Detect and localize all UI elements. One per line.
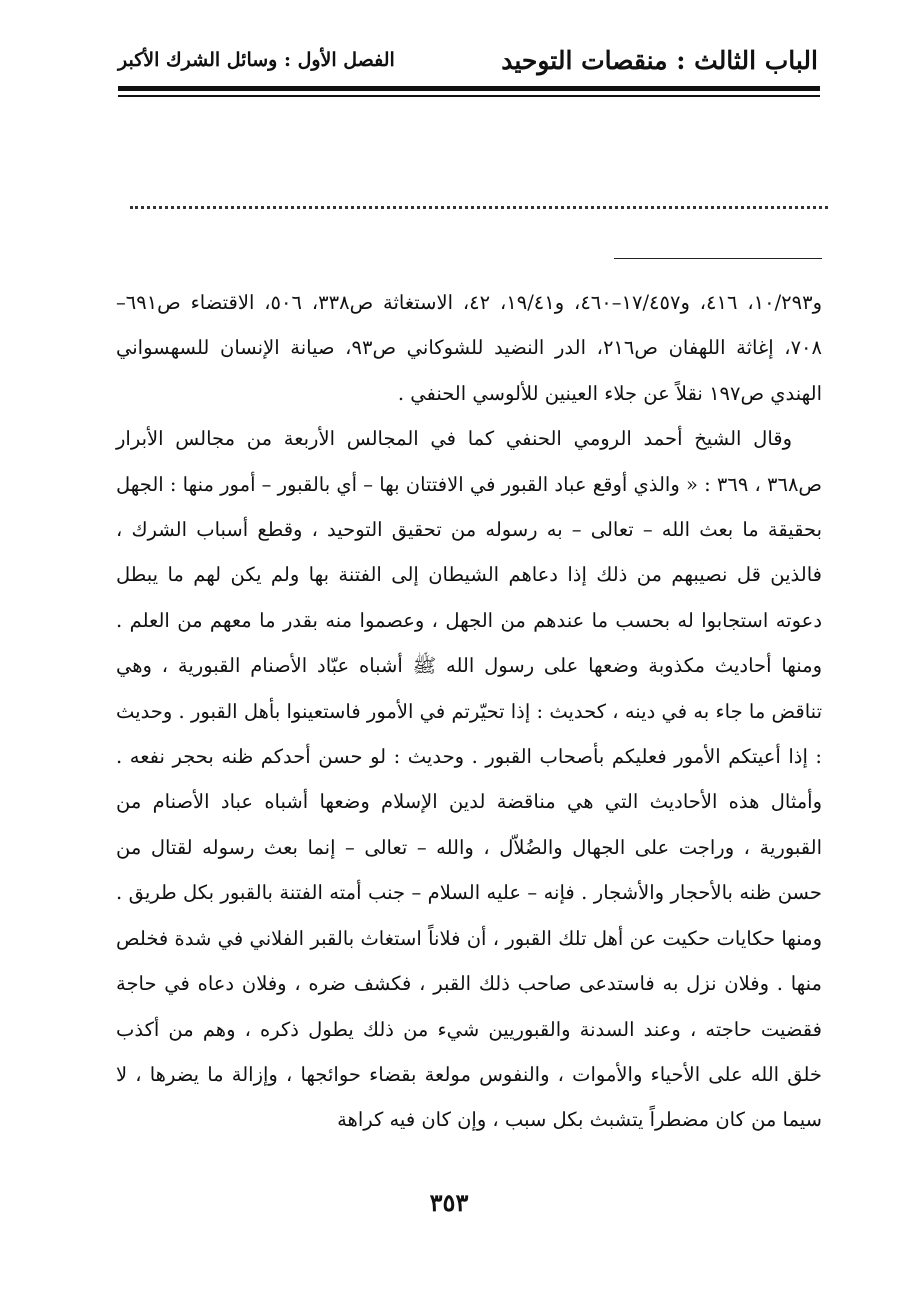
body-text <box>116 280 822 1143</box>
page-number: ٣٥٣ <box>429 1188 469 1217</box>
header-rule-thin <box>118 95 820 97</box>
section-title: الفصل الأول : وسائل الشرك الأكبر <box>118 49 395 71</box>
dotted-separator <box>130 206 828 209</box>
footnote-rule <box>614 258 822 259</box>
footnote-references-paragraph: و١٠/٢٩٣، ٤١٦، و١٧/٤٥٧–٤٦٠، و١٩/٤١، ٤٢، الاستغاثة ص٣٣٨، ٥٠٦، الاقتضاء ص٦٩١–٧٠٨، إغاثة اللهفان ص٢١٦، الدر النضيد للشوكاني ص٩٣، صيانة الإنسان للسهسواني الهندي ص١٩٧ نقلاً عن جلاء العينين للألوسي الحنفي . <box>116 291 822 405</box>
running-header <box>118 36 818 84</box>
quoted-text-paragraph: وقال الشيخ أحمد الرومي الحنفي كما في المجالس الأربعة من مجالس الأبرار ص٣٦٨ ، ٣٦٩ : « والذي أوقع عباد القبور في الافتتان بها – أي بالقبور – أمور منها : الجهل بحقيقة ما بعث الله – تعالى – به رسوله من تحقيق التوحيد ، وقطع أسباب الشرك ، فالذين قل نصيبهم من ذلك إذا دعاهم الشيطان إلى الفتنة بها ولم يكن لهم ما يبطل دعوته استجابوا له بحسب ما عندهم من الجهل ، وعصموا منه بقدر ما معهم من العلم . ومنها أحاديث مكذوبة وضعها على رسول الله ﷺ أشباه عبّاد الأصنام القبورية ، وهي تناقض ما جاء به في دينه ، كحديث : إذا تحيّرتم في الأمور فاستعينوا بأهل القبور . وحديث : إذا أعيتكم الأمور فعليكم بأصحاب القبور . وحديث : لو حسن أحدكم ظنه بحجر نفعه . وأمثال هذه الأحاديث التي هي مناقضة لدين الإسلام وضعها أشباه عباد الأصنام من القبورية ، وراجت على الجهال والضُلاّل ، والله – تعالى – إنما بعث رسوله لقتال من حسن ظنه بالأحجار والأشجار . فإنه – عليه السلام – جنب أمته الفتنة بالقبور بكل طريق . ومنها حكايات حكيت عن أهل تلك القبور ، أن فلاناً استغاث بالقبر الفلاني في شدة فخلص منها . وفلان نزل به فاستدعى صاحب ذلك القبر ، فكشف ضره ، وفلان دعاه في حاجة فقضيت حاجته ، وعند السدنة والقبوريين شيء من ذلك يطول ذكره ، وهم من أكذب خلق الله على الأحياء والأموات ، والنفوس مولعة بقضاء حوائجها ، وإزالة ما يضرها ، لا سيما من كان مضطراً يتشبث بكل سبب ، وإن كان فيه كراهة <box>116 427 822 1132</box>
header-rule-thick <box>118 86 820 91</box>
chapter-title: الباب الثالث : منقصات التوحيد <box>501 45 818 75</box>
